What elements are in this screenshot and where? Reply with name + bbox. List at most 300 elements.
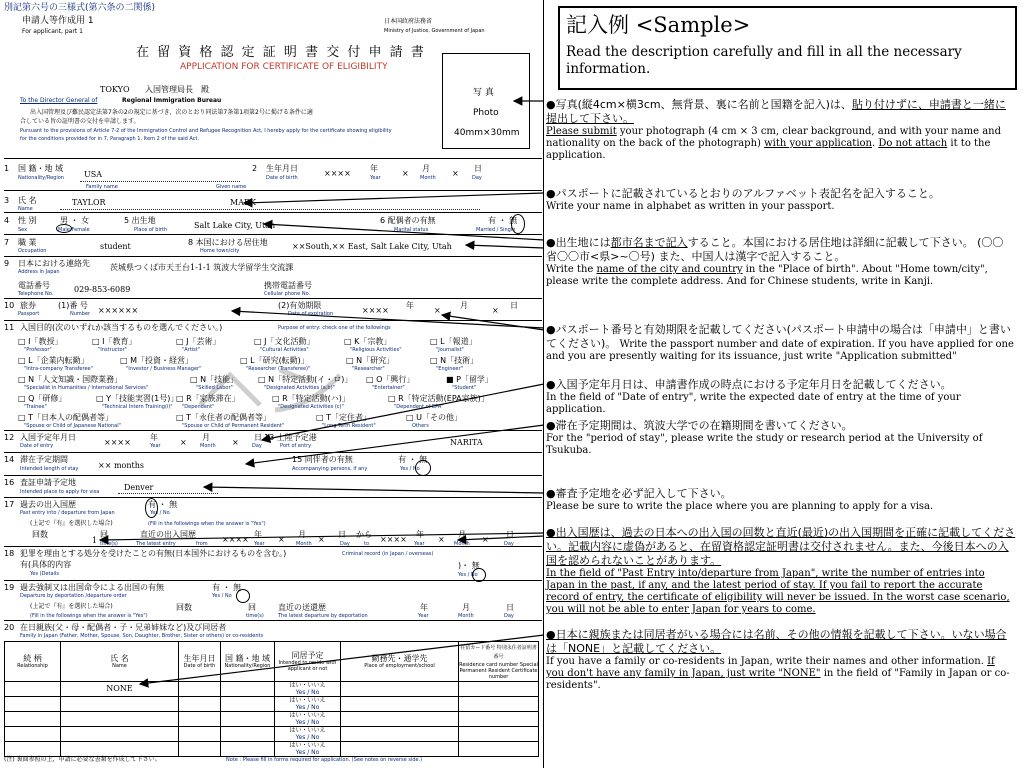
table-header-en: Date of birth xyxy=(183,663,216,669)
deportation-latest-label: 直近の送還歴 xyxy=(278,603,326,612)
purpose-option[interactable] xyxy=(346,356,394,366)
purpose-option-label: L「企業内転勤」 xyxy=(28,356,89,365)
note-passport xyxy=(546,323,1016,363)
note-birthplace-jp-t2: すること。本国における居住地は詳細に記載して下さい。 (〇〇省〇〇市<県>~〇号) また、中国人は漢字で記入すること。 xyxy=(546,236,1004,263)
purpose-option-label-en: "Engineer" xyxy=(436,366,463,372)
purpose-option-label-en: "Dependent" xyxy=(182,404,215,410)
note-passport-jp: ●パスポート番号と有効期限を記載してください(パスポート申請中の場合は「申請中」と書いてください)。 xyxy=(546,323,1011,350)
table-header xyxy=(459,642,539,682)
checkbox-icon[interactable]: □ xyxy=(430,337,441,346)
deportation-no-circle xyxy=(236,589,250,603)
past-entry-yes-circle xyxy=(145,498,158,518)
table-cell[interactable] xyxy=(459,742,539,757)
passport-exp-label-en: Date of expiration xyxy=(288,311,334,317)
checkbox-icon[interactable]: □ xyxy=(18,375,29,384)
table-header-en: Name xyxy=(112,663,127,669)
table-cell[interactable] xyxy=(221,742,275,757)
purpose-option[interactable] xyxy=(366,375,414,385)
latest-entry-from: from xyxy=(196,541,208,547)
purpose-option-label: R「特定活動(EPA家族)」 xyxy=(398,394,489,403)
tel-label: 電話番号 xyxy=(18,281,50,290)
table-cell[interactable] xyxy=(61,727,179,742)
passport-number-label: (1)番 号 xyxy=(58,301,88,310)
purpose-option[interactable] xyxy=(430,356,478,366)
deportation-if-en: (Fill in the followings when the answer is "Yes") xyxy=(30,613,148,619)
purpose-option[interactable] xyxy=(96,394,178,404)
latest-to-month: × xyxy=(438,535,445,544)
sample-description: Read the description carefully and fill in all the necessary information. xyxy=(566,44,962,77)
note-family-en xyxy=(546,656,1016,692)
dotted-line xyxy=(80,181,240,182)
month-jp: 月 xyxy=(202,433,210,442)
addressee-en: To the Director General of xyxy=(20,97,98,104)
sample-title xyxy=(566,12,750,38)
row-number: 9 xyxy=(4,259,10,268)
latest-entry-label: 直近の出入国歴 xyxy=(140,530,196,539)
table-cell[interactable] xyxy=(275,742,341,757)
purpose-option-label: Ⅰ「教育」 xyxy=(102,337,137,346)
criminal-label: 犯罪を理由とする処分を受けたことの有無(日本国外におけるものを含む。) xyxy=(20,549,287,558)
note-past-entry-en: In the field of "Past Entry into/departure from Japan", write the number of entries into Japan in the past, if any, and the latest period of stay. If you fail to report the accurate record of entry, the certificate of eligibility will never be issued. In the worst case scenario, you will not be able to enter Japan for years to come. xyxy=(546,568,1010,615)
note-birthplace xyxy=(546,236,1012,288)
name-label: 氏 名 xyxy=(18,196,37,205)
table-cell[interactable] xyxy=(5,742,61,757)
occupation-label: 職 業 xyxy=(18,238,37,247)
table-cell[interactable] xyxy=(5,697,61,712)
row-number: 14 xyxy=(4,455,15,464)
occupation-label-en: Occupation xyxy=(18,248,47,254)
purpose-option-label: M「投資・経営」 xyxy=(130,356,194,365)
purpose-option-label-en: Others xyxy=(412,423,429,429)
purpose-option[interactable] xyxy=(18,394,66,404)
past-entry-options: 有 ・ 無 xyxy=(148,500,178,509)
purpose-option[interactable] xyxy=(446,375,493,385)
table-cell[interactable] xyxy=(61,742,179,757)
purpose-option-label: Ⅰ「教授」 xyxy=(28,337,63,346)
dob-day-value: × xyxy=(452,169,459,178)
checkbox-icon[interactable]: □ xyxy=(272,394,283,403)
address-value: 茨城県つくば市天王台1-1-1 筑波大学留学生交流課 xyxy=(110,263,294,272)
latest-to-year: ×××× xyxy=(380,535,407,544)
table-cell[interactable] xyxy=(341,727,459,742)
note-photo-en-u2: with your application xyxy=(764,138,872,149)
purpose-option-label-en: "Religious Activities" xyxy=(350,347,402,353)
checkbox-icon[interactable]: □ xyxy=(254,337,265,346)
dotted-line xyxy=(60,209,480,210)
table-cell[interactable] xyxy=(221,712,275,727)
year-en: Year xyxy=(370,175,381,181)
purpose-option-label-en: "Instructor" xyxy=(98,347,127,353)
divider xyxy=(4,580,542,581)
note-photo-en-t1: your photograph (4 cm × 3 cm, clear background, and with your name and nationality on the back of the photograph) xyxy=(546,126,1002,149)
entry-date-label-en: Date of entry xyxy=(20,443,54,449)
reside-yes-no-en: Yes / No xyxy=(295,734,320,741)
table-cell[interactable] xyxy=(275,682,341,697)
checkbox-icon[interactable]: □ xyxy=(18,394,29,403)
purpose-option[interactable] xyxy=(18,413,113,423)
note-photo-jp-underlined: 貼り付けずに、申請書と一緒に提出して下さい。 xyxy=(546,98,1006,125)
latest-from-day: × xyxy=(318,535,325,544)
day-jp: 日 xyxy=(338,530,346,539)
checkbox-icon[interactable]: □ xyxy=(190,375,201,384)
purpose-option[interactable] xyxy=(254,337,314,347)
purpose-option-label-en: "Artist" xyxy=(182,347,200,353)
family-name-en: Family name xyxy=(86,184,118,190)
purpose-option-label-en: "Skilled Labor" xyxy=(196,385,233,391)
checkbox-icon[interactable]: □ xyxy=(96,394,107,403)
divider xyxy=(4,320,542,321)
day-en: Day xyxy=(504,613,514,619)
reside-yes-no-en: Yes / No xyxy=(295,704,320,711)
table-cell[interactable] xyxy=(61,712,179,727)
table-cell[interactable] xyxy=(341,682,459,697)
criminal-detail-en: Yes (Details xyxy=(30,571,59,577)
purpose-option-label: Q「研修」 xyxy=(28,394,67,403)
purpose-option[interactable] xyxy=(120,356,193,366)
family-none-value: NONE xyxy=(106,684,133,693)
nationality-label-en: Nationality/Region xyxy=(18,175,64,181)
year-jp: 年 xyxy=(370,164,378,173)
table-cell[interactable] xyxy=(221,682,275,697)
day-jp: 日 xyxy=(510,301,518,310)
reside-yes-no-jp: はい・いいえ xyxy=(289,712,326,719)
form-title-jp: 在 留 資 格 認 定 証 明 書 交 付 申 請 書 xyxy=(136,45,426,60)
table-cell[interactable] xyxy=(179,742,221,757)
month-en: Month xyxy=(454,541,470,547)
purpose-option-label-en: "Specialist in Humanities / International Services" xyxy=(24,385,149,391)
purpose-option-label-en: "Spouse or Child of Permanent Resident" xyxy=(182,423,285,429)
given-name-en: Given name xyxy=(216,184,247,190)
checkbox-icon[interactable]: □ xyxy=(316,413,327,422)
purpose-option-label: K「宗教」 xyxy=(354,337,392,346)
purpose-option-label: R「家族滞在」 xyxy=(186,394,240,403)
table-row xyxy=(5,712,539,727)
checkbox-icon[interactable]: □ xyxy=(176,413,187,422)
table-cell[interactable] xyxy=(221,727,275,742)
purpose-option-label: L「研究(転勤)」 xyxy=(250,356,309,365)
checkbox-icon[interactable]: □ xyxy=(366,375,377,384)
note-photo-jp-text: ●写真(縦4cm×横3cm、無背景、裏に名前と国籍を記入)は、 xyxy=(546,98,852,111)
purpose-option-label: J「文化活動」 xyxy=(264,337,315,346)
checkbox-icon[interactable]: □ xyxy=(92,337,103,346)
table-cell[interactable] xyxy=(341,712,459,727)
divider xyxy=(4,430,542,431)
pursuant-en-1: Pursuant to the provisions of Article 7-2 of the Immigration Control and Refugee Recognition Act, I hereby apply for the certificate showing eligibility xyxy=(20,128,392,134)
marital-options-en: Married / Single xyxy=(476,227,516,233)
from-jp: から xyxy=(356,530,372,539)
family-label: 在日親族(父・母・配偶者・子・兄弟姉妹など)及び同居者 xyxy=(20,623,227,632)
past-entry-label-en: Past entry into / departure from Japan xyxy=(20,510,115,516)
table-cell[interactable] xyxy=(179,697,221,712)
purpose-option-label: U「その他」 xyxy=(416,413,462,422)
stay-label: 滞在予定期間 xyxy=(20,455,68,464)
table-cell[interactable] xyxy=(179,727,221,742)
birthplace-label: 5 出生地 xyxy=(124,216,156,225)
checkbox-icon[interactable]: □ xyxy=(18,413,29,422)
checkbox-icon[interactable]: □ xyxy=(258,375,269,384)
purpose-option[interactable] xyxy=(406,413,462,423)
deportation-times-label: 回数 xyxy=(176,603,192,612)
deportation-latest-en: The latest departure by deportation xyxy=(278,613,368,619)
pursuant-jp-2: 合している旨の証明書の交付を申請します。 xyxy=(20,118,140,125)
purpose-option[interactable] xyxy=(430,337,477,347)
form-header-2: 申請人等作成用 1 xyxy=(22,16,94,26)
checkbox-icon[interactable]: □ xyxy=(18,337,29,346)
table-cell[interactable] xyxy=(275,727,341,742)
criminal-options: )・ 無 xyxy=(458,561,480,570)
checkbox-icon[interactable]: □ xyxy=(240,356,251,365)
latest-entry-label-en: The latest entry xyxy=(136,541,176,547)
table-header-jp: 生年月日 xyxy=(183,654,216,663)
checkbox-icon[interactable]: □ xyxy=(176,337,187,346)
visa-place-label-en: Intended place to apply for visa xyxy=(20,489,100,495)
passport-label-en: Passport xyxy=(18,311,40,317)
table-header xyxy=(221,642,275,682)
purpose-option[interactable] xyxy=(18,356,89,366)
past-entry-options-en: Yes / No xyxy=(150,510,170,516)
visa-place-label: 査証申請予定地 xyxy=(20,478,76,487)
past-entry-label: 過去の出入国歴 xyxy=(20,500,76,509)
pursuant-jp-1: 出入国管理及び難民認定法第7条の2の規定に基づき，次のとおり同法第7条第1項第2号に掲げる条件に適 xyxy=(30,109,313,116)
table-cell[interactable] xyxy=(5,712,61,727)
sex-options-en: Male/Female xyxy=(58,227,90,233)
addressee-value: TOKYO xyxy=(100,85,130,94)
name-label-en: Name xyxy=(18,206,33,212)
companion-no-circle xyxy=(415,460,431,476)
checkbox-icon[interactable]: □ xyxy=(406,413,417,422)
year-en: Year xyxy=(418,613,429,619)
month-en: Month xyxy=(296,541,312,547)
reside-yes-no-en: Yes / No xyxy=(295,719,320,726)
table-header-jp: 在留カード番号 特別永住者証明書番号 xyxy=(460,644,537,660)
table-cell[interactable] xyxy=(341,697,459,712)
table-cell[interactable] xyxy=(5,682,61,697)
table-cell[interactable] xyxy=(341,742,459,757)
purpose-option[interactable] xyxy=(388,394,489,404)
note-photo-en-t3: it to the application. xyxy=(546,138,991,161)
latest-to-day: × xyxy=(482,535,489,544)
purpose-option-label: N「技術」 xyxy=(440,356,479,365)
tel-label-en: Telephone No. xyxy=(18,291,54,297)
note-birthplace-en-t2: in the "Place of birth". About "Home town/city", please write the complete address. And for Chinese students, write in Kanji. xyxy=(546,264,988,287)
past-entry-if: (上記で『有』を選択した場合) xyxy=(30,520,113,527)
ministry-jp: 日本国政府法務省 xyxy=(384,18,433,25)
purpose-label: 入国目的(次のいずれか該当するものを選んでください。) xyxy=(20,323,223,332)
pursuant-en-2: for the conditions provided for in 7, Paragraph 1, Item 2 of the said Act. xyxy=(20,136,200,142)
purpose-option-label-en: "Investor / Business Manager" xyxy=(126,366,202,372)
divider xyxy=(4,497,542,498)
table-cell[interactable] xyxy=(459,682,539,697)
year-jp: 年 xyxy=(416,530,424,539)
checkbox-icon[interactable]: □ xyxy=(346,356,357,365)
row-number: 18 xyxy=(4,549,15,558)
purpose-option-label-en: "Journalist" xyxy=(436,347,464,353)
divider xyxy=(4,234,542,235)
nationality-label: 国 籍・地 域 xyxy=(18,164,64,173)
criminal-options-en: Yes / No xyxy=(458,572,478,578)
purpose-option[interactable] xyxy=(344,337,391,347)
table-cell[interactable] xyxy=(5,727,61,742)
purpose-label-en: Purpose of entry: check one of the followings xyxy=(278,325,391,331)
entry-day-value: × xyxy=(232,438,239,447)
table-cell[interactable] xyxy=(61,682,179,697)
note-stay xyxy=(546,419,1016,457)
note-photo-en-u3: Do not attach xyxy=(878,138,948,149)
reside-yes-no-jp: はい・いいえ xyxy=(289,742,326,749)
table-header-jp: 同居予定 xyxy=(291,651,324,660)
purpose-option[interactable] xyxy=(176,337,220,347)
note-name xyxy=(546,187,1016,213)
table-cell[interactable] xyxy=(459,712,539,727)
table-row xyxy=(5,727,539,742)
purpose-option-label: R「特定活動(ハ)」 xyxy=(282,394,350,403)
hometown-label: 8 本国における居住地 xyxy=(188,238,268,247)
form-title-en: APPLICATION FOR CERTIFICATE OF ELIGIBILITY xyxy=(180,62,388,72)
entry-date-label: 入国予定年月日 xyxy=(20,433,76,442)
purpose-option-label-en: "Technical Intern Training(i)" xyxy=(102,404,173,410)
table-header xyxy=(341,642,459,682)
photo-box xyxy=(442,53,530,149)
checkbox-icon[interactable]: □ xyxy=(176,394,187,403)
year-en: Year xyxy=(254,541,265,547)
note-photo-en-u1: Please submit xyxy=(546,126,617,137)
row-number: 4 xyxy=(4,216,10,225)
companion-label-en: Accompanying persons, if any xyxy=(292,466,368,472)
note-stay-en: For the "period of stay", please write the study or research period at the University of Tsukuba. xyxy=(546,433,983,456)
hometown-value: ××South,×× East, Salt Lake City, Utah xyxy=(292,242,452,251)
port-label-en: Port of entry xyxy=(280,443,312,449)
day-jp: 日 xyxy=(506,530,514,539)
passport-number-value: ×××××× xyxy=(98,306,139,315)
checkbox-icon[interactable]: □ xyxy=(120,356,131,365)
checkbox-icon[interactable]: □ xyxy=(344,337,355,346)
divider xyxy=(4,452,542,453)
port-value: NARITA xyxy=(450,438,483,447)
row-number: 20 xyxy=(4,623,15,632)
footer-note-en: Note : Please fill in forms required for application. (See notes on reverse side.) xyxy=(226,757,423,763)
deportation-options-en: Yes / No xyxy=(212,593,232,599)
reside-yes-no-jp: はい・いいえ xyxy=(289,697,326,704)
table-header-en: Relationship xyxy=(17,663,48,669)
table-header xyxy=(5,642,61,682)
companion-label: 15 同伴者の有無 xyxy=(292,455,353,464)
cell-label-en: Cellular phone No. xyxy=(264,291,311,297)
note-birthplace-en xyxy=(546,264,1012,288)
dob-month-value: × xyxy=(402,169,409,178)
purpose-option-label-en: "Entertainer" xyxy=(372,385,405,391)
table-header-en: Intended to reside with applicant or not xyxy=(278,660,337,672)
row-number: 3 xyxy=(4,196,10,205)
criminal-label-en: Criminal record (in Japan / overseas) xyxy=(342,551,434,557)
year-jp: 年 xyxy=(406,301,414,310)
checkbox-icon[interactable]: □ xyxy=(18,356,29,365)
purpose-option-label-en: "Student" xyxy=(452,385,477,391)
table-cell[interactable] xyxy=(61,697,179,712)
note-past-entry-jp: ●出入国歴は、過去の日本への出入国の回数と直近(最近)の出入国期間を正確に記載してください。記載内容に虚偽があると、在留資格認定証明書は交付されません。また、今後日本への入国を認められないことがあります。 xyxy=(546,526,1016,567)
passport-label: 旅券 xyxy=(20,301,36,310)
port-label: 13 上陸予定港 xyxy=(264,433,317,442)
day-en: Day xyxy=(252,443,262,449)
addressee-bureau: Regional Immigration Bureau xyxy=(122,97,222,104)
row-number: 2 xyxy=(252,164,258,173)
male-selected-circle xyxy=(56,224,72,233)
year-en: Year xyxy=(414,541,425,547)
purpose-option[interactable] xyxy=(18,337,62,347)
table-cell[interactable] xyxy=(275,712,341,727)
table-cell[interactable] xyxy=(179,682,221,697)
purpose-option[interactable] xyxy=(92,337,136,347)
note-family-en-t1: If you have a family or co-residents in Japan, write their names and other information. xyxy=(546,656,988,667)
year-jp: 年 xyxy=(150,433,158,442)
single-selected-circle xyxy=(511,214,525,234)
purpose-option[interactable] xyxy=(18,375,122,385)
passport-number-label-en: Number xyxy=(70,311,91,317)
table-cell[interactable] xyxy=(275,697,341,712)
times-label: 回数 xyxy=(32,530,48,539)
note-stay-jp: ●滞在予定期間は、筑波大学での在籍期間を書いてください。 xyxy=(546,419,853,432)
day-en: Day xyxy=(340,541,350,547)
month-jp: 月 xyxy=(460,301,468,310)
birthplace-value: Salt Lake City, Utah xyxy=(194,221,276,230)
table-cell[interactable] xyxy=(179,712,221,727)
note-entry-date-jp: ●入国予定年月日は、申請書作成の時点における予定年月日を記載してください。 xyxy=(546,378,952,391)
table-cell[interactable] xyxy=(221,697,275,712)
deportation-if: (上記で『有』を選択した場合) xyxy=(30,603,113,610)
divider xyxy=(4,256,542,257)
table-cell[interactable] xyxy=(459,697,539,712)
reside-yes-no-en: Yes / No xyxy=(295,749,320,756)
checkbox-icon[interactable]: □ xyxy=(388,394,399,403)
purpose-option-label-en: "Spouse or Child of Japanese National" xyxy=(24,423,121,429)
note-entry-date-en: In the field of "Date of entry", write the expected date of entry at the time of your application. xyxy=(546,392,961,415)
note-visa-place-jp: ●審査予定地を必ず記入して下さい。 xyxy=(546,487,732,500)
addressee-jp: 入国管理局長 殿 xyxy=(145,85,209,94)
table-header-jp: 続 柄 xyxy=(23,654,42,663)
purpose-option-label: T「日本人の配偶者等」 xyxy=(28,413,113,422)
reside-yes-no-jp: はい・いいえ xyxy=(289,682,326,689)
note-photo-en-t2: . xyxy=(871,138,879,149)
sample-title-jp: 記入例 xyxy=(566,13,629,37)
divider xyxy=(4,475,542,476)
table-header xyxy=(61,642,179,682)
visa-place-value: Denver xyxy=(124,483,154,492)
purpose-option-label: O「興行」 xyxy=(376,375,415,384)
note-family-jp: ●日本に親族または同居者がいる場合には名前、その他の情報を記載して下さい。いない場合は「NONE」と記載してください。 xyxy=(546,628,1007,655)
note-family-en-u: If you don't have any family in Japan, just write "NONE" xyxy=(546,656,995,679)
purpose-option-label-en: "Intra-company Transferee" xyxy=(24,366,93,372)
checkbox-icon[interactable]: □ xyxy=(430,356,441,365)
sex-label-en: Sex xyxy=(18,227,28,233)
marital-label: 6 配偶者の有無 xyxy=(380,216,436,225)
year-en: Year xyxy=(150,443,161,449)
purpose-option-label-en: "Cultural Activities" xyxy=(260,347,309,353)
note-visa-place xyxy=(546,487,1016,513)
passport-exp-day-value: × xyxy=(492,306,499,315)
deportation-label: 過去強制又は出国命令による出国の有無 xyxy=(20,583,164,592)
deportation-times-en: time(s) xyxy=(246,613,264,619)
purpose-option-label: P「留学」 xyxy=(456,375,493,384)
sample-box xyxy=(558,6,1017,90)
row-number: 1 xyxy=(4,164,10,173)
companion-options-en: Yes / No xyxy=(400,466,420,472)
checked-box-icon[interactable]: ■ xyxy=(446,375,457,384)
purpose-option-label: N「研究」 xyxy=(356,356,395,365)
table-cell[interactable] xyxy=(459,727,539,742)
reside-yes-no-jp: はい・いいえ xyxy=(289,727,326,734)
purpose-option-label-en: "Researcher" xyxy=(352,366,385,372)
stay-label-en: Intended length of stay xyxy=(20,466,79,472)
family-table xyxy=(4,641,539,757)
